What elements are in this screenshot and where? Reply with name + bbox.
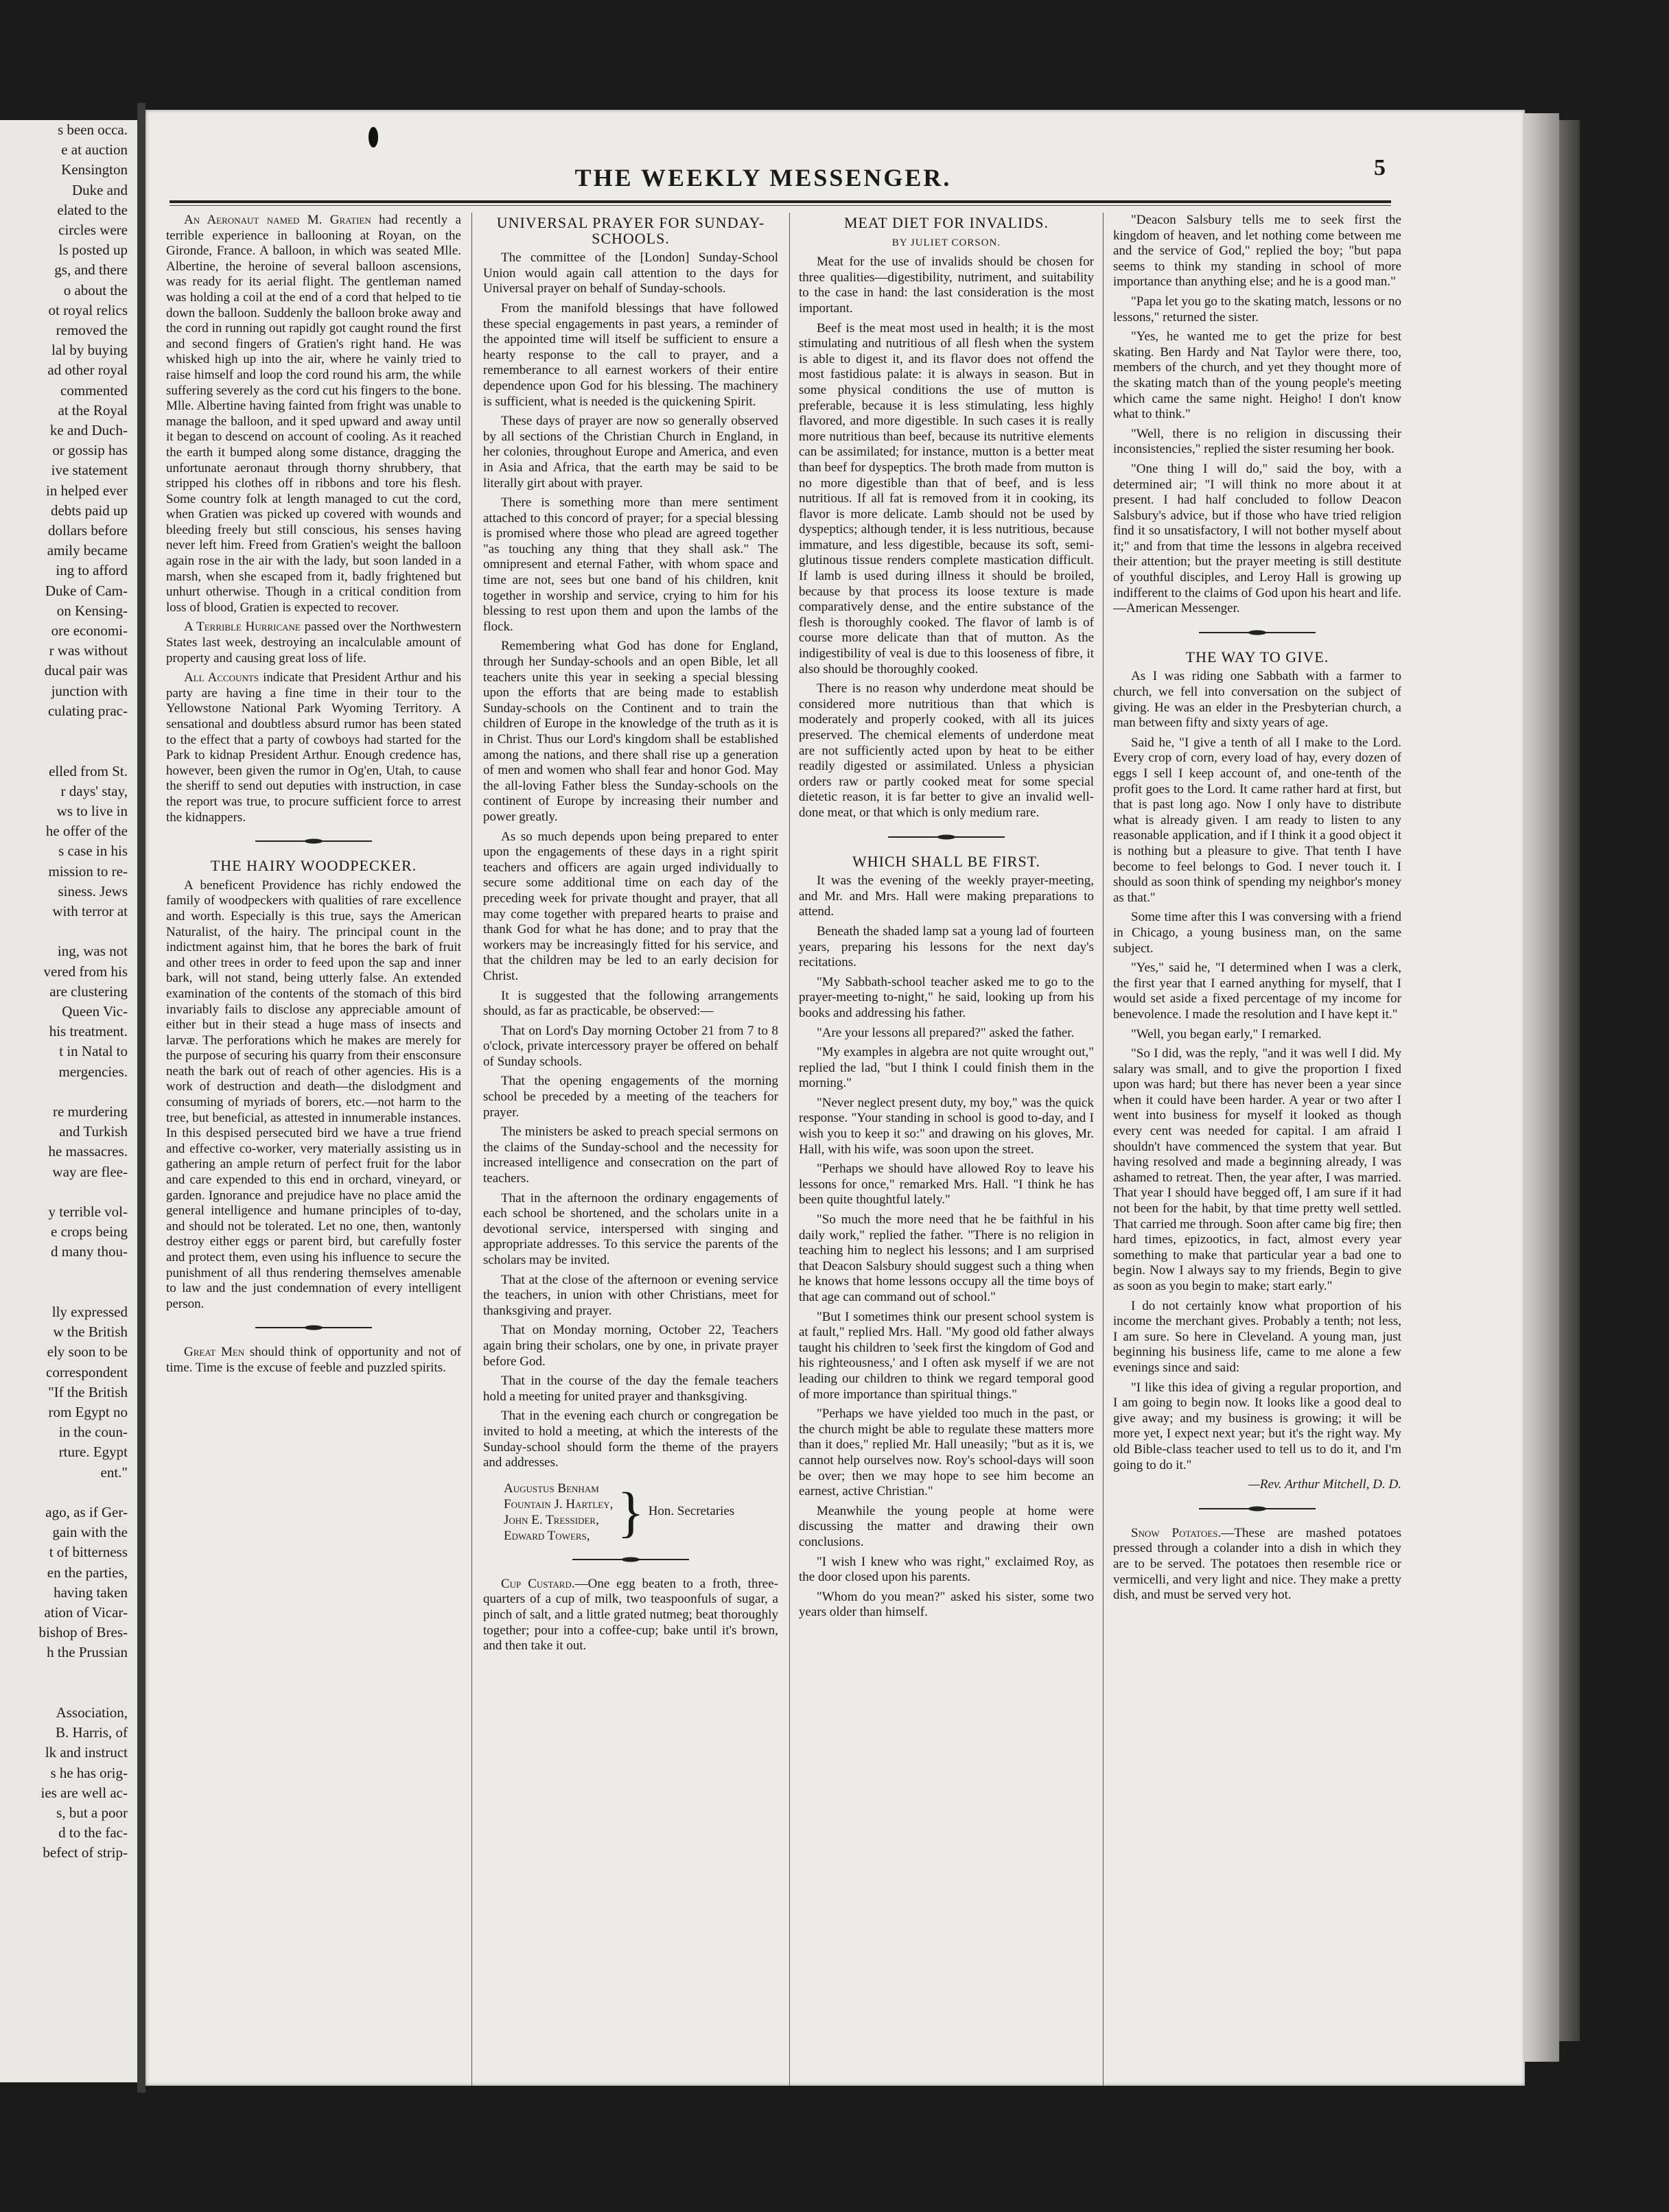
left-page-text	[0, 120, 137, 1863]
fragment-line: r days' stay,	[60, 782, 128, 799]
paragraph: That the opening engagements of the morning school be preceded by a meeting of the teachers for prayer.	[483, 1074, 778, 1120]
fragment-line: B. Harris, of	[56, 1724, 128, 1741]
paragraph: That at the close of the afternoon or evening service the teachers, in union with other Christians, meet for thanksgiving and prayer.	[483, 1272, 778, 1318]
fragment-line: s, but a poor	[56, 1804, 128, 1822]
paragraph: "Yes, he wanted me to get the prize for best skating. Ben Hardy and Nat Taylor were there, too, members of the church, and yet they thought more of the skating match than of the young people's meeting which came the same night. Heigho! I don't know what to think."	[1113, 329, 1401, 422]
binding-gutter	[137, 103, 145, 2093]
fragment-line: are clustering	[49, 983, 128, 1000]
newspaper-page	[145, 110, 1525, 2086]
column-divider	[1103, 213, 1104, 2086]
fragment-line: lal by buying	[51, 342, 128, 359]
fragment-line: s he has orig-	[50, 1764, 128, 1781]
meat-paragraphs	[799, 255, 1094, 821]
paragraph: Remembering what God has done for England, through her Sunday-schools and an open Bible, let all teachers unite this year in seeking a special blessing upon the efforts that are being made to establish Sunday-schools on the Continent and to train the children of Europe in the knowledge of the truth as it is in Christ. Thus our Lord's kingdom shall be established among the nations, and there shall rise up a generation of men and women who shall fear and honor God. May the all-loving Father bless the Sunday-schools on the continent of Europe by increasing their number and power greatly.	[483, 639, 778, 824]
fragment-line: he massacres.	[48, 1143, 128, 1160]
fragment-line: mergencies.	[58, 1063, 128, 1080]
lead-in: A Terrible Hurricane	[184, 620, 301, 635]
paragraph: Meanwhile the young people at home were discussing the matter and drawing their own conclusions.	[799, 1503, 1094, 1549]
fragment-line: rom Egypt no	[48, 1404, 128, 1420]
fragment-line: ls posted up	[58, 242, 128, 259]
column-divider	[471, 213, 472, 2086]
fragment-line: ely soon to be	[47, 1343, 128, 1361]
prayer-paragraphs	[483, 250, 778, 1471]
body-text: should think of opportunity and not of time. Time is the excuse of feeble and puzzled spirits.	[166, 1345, 461, 1375]
fragment-line: commented	[60, 381, 128, 399]
paragraph: "Perhaps we have yielded too much in the past, or the church might be able to regulate these matters more than it does," replied Mr. Hall uneasily; "but as it is, we cannot help ourselves now. Roy's school-days will soon be over; then we may hope to see him become an earnest, active Christian."	[799, 1407, 1094, 1499]
fragment-line: r was without	[49, 642, 128, 659]
fragment-line: ing, was not	[57, 943, 128, 960]
paragraph: That in the afternoon the ordinary engagements of each school be shortened, and the scholars unite in a devotional service, interspersed with singing and appropriate addresses. To this service the parents of the scholars may be invited.	[483, 1190, 778, 1267]
fragment-line: elated to the	[57, 201, 128, 218]
separator-ornament	[255, 838, 372, 845]
paragraph: Beneath the shaded lamp sat a young lad of fourteen years, preparing his lessons for the next day's recitations.	[799, 923, 1094, 970]
paragraph: "Papa let you go to the skating match, lessons or no lessons," returned the sister.	[1113, 294, 1401, 325]
fragment-line: Duke of Cam-	[45, 582, 128, 599]
fragment-line: on Kensing-	[56, 602, 128, 619]
paragraph: "Yes," said he, "I determined when I was a clerk, the first year that I earned anything for myself, that I would set aside a fixed percentage of my income for benevolence. I made the resolution and I have kept it."	[1113, 961, 1401, 1022]
fragment-line: gain with the	[52, 1524, 128, 1541]
fragment-line: way are flee-	[52, 1163, 128, 1180]
fragment-line	[0, 1282, 128, 1302]
paragraph: That in the evening each church or congregation be invited to hold a meeting, at which the interests of the Sunday-school should form the theme of the prayers and addresses.	[483, 1409, 778, 1470]
fragment-line: he offer of the	[45, 823, 128, 840]
paragraph: "But I sometimes think our present school system is at fault," replied Mrs. Hall. "My good old father always taught his children to 'seek first the kingdom of God and his righteousness,' and I often ask myself if we are not leading our children to think we regard temporal good of more importance than spiritual things."	[799, 1309, 1094, 1402]
lead-in: Great Men	[184, 1345, 245, 1360]
paragraph: "Deacon Salsbury tells me to seek first the kingdom of heaven, and let nothing come between me and the service of God," replied the boy; "but papa seems to think my standing in school of more importance than anything else; and he is a good man."	[1113, 213, 1401, 290]
secretaries-title: Hon. Secretaries	[648, 1504, 735, 1519]
fragment-line: ad other royal	[47, 362, 128, 379]
paragraph: It was the evening of the weekly prayer-meeting, and Mr. and Mrs. Hall were making preparations to attend.	[799, 873, 1094, 919]
fragment-line: e crops being	[51, 1223, 128, 1240]
fragment-line: dollars before	[47, 522, 128, 539]
lead-in: An Aeronaut named M. Gratien	[184, 213, 371, 227]
heading-universal-prayer: UNIVERSAL PRAYER FOR SUNDAY-SCHOOLS.	[496, 214, 765, 247]
fragment-line: s case in his	[58, 843, 128, 860]
paragraph: As I was riding one Sabbath with a farmer to church, we fell into conversation on the subject of giving. He was an elder in the Presbyterian church, a man between fifty and sixty years of age.	[1113, 669, 1401, 731]
fragment-line: Queen Vic-	[62, 1002, 128, 1020]
fragment-line: h the Prussian	[47, 1644, 128, 1661]
separator-ornament	[255, 1324, 372, 1331]
paragraph: There is something more than mere sentiment attached to this concord of prayer; for a special blessing is promised where those who plead are agreed together "as touching any thing that they shall ask." The omnipresent and eternal Father, with whom space and time are not, sees but one band of his children, knit together in worship and service, crying to him for his blessing to rest upon them and upon the lambs of the flock.	[483, 495, 778, 634]
paragraph: "One thing I will do," said the boy, with a determined air; "I will think no more about it at present. I had half concluded to follow Deacon Salsbury's advice, but if those who have tried religion find it so unsatisfactory, I will not bother myself about it;" and from that time the lessons in algebra received their attention; but the prayer meeting is still destitute of youthful disciples, and Leroy Hall is growing up indifferent to the claims of God upon his heart and life.—American Messenger.	[1113, 461, 1401, 616]
fragment-line	[0, 721, 128, 741]
fragment-line: ive statement	[51, 462, 128, 479]
separator-ornament	[1199, 1505, 1316, 1512]
paragraph: "My examples in algebra are not quite wrought out," replied the lad, "but I think I could finish them in the morning."	[799, 1045, 1094, 1091]
fragment-line: Association,	[56, 1704, 128, 1721]
body-text: had recently a terrible experience in ballooning at Royan, on the Gironde, France. A balloon, in which was seated Mlle. Albertine, the heroine of several balloon ascensions, was ready for its aerial flight. The gentleman named was holding a coil at the end of a cord that helped to tie down the balloon. Suddenly the balloon broke away and the cord in running out rapidly got caught round the first and second fingers of Gratien's right hand. He was whisked high up into the air, where he vainly tried to raise himself and loop the cord round his arm, the while suffering severely as the cord cut his fingers to the bone. Mlle. Albertine having fainted from fright was unable to manage the balloon, and it sped upward and away until it began to descend on account of cooling. As it reached the earth it bumped along some distance, dragging the unfortunate aeronaut through thorny shrubbery, that stripped his clothes off in ribbons and tore his flesh. Some country folk at length managed to cut the cord, when Gratien was picked up covered with wounds and bleeding freely but still conscious, his senses having never left him. Freed from Gratien's weight the balloon again rose in the air with the lady, but soon landed in a marsh, when she escaped from it, badly frightened but unhurt otherwise. Though in a critical condition from loss of blood, Gratien is expected to recover.	[166, 213, 461, 615]
paragraph: "Whom do you mean?" asked his sister, some two years older than himself.	[799, 1589, 1094, 1620]
paragraph: That on Monday morning, October 22, Teachers again bring their scholars, one by one, in private prayer before God.	[483, 1323, 778, 1369]
fragment-line: y terrible vol-	[48, 1203, 128, 1220]
column-3	[799, 213, 1094, 1625]
fragment-line	[0, 921, 128, 941]
fragment-line: gs, and there	[54, 261, 128, 279]
fragment-line: ore economi-	[51, 622, 128, 639]
paragraph: As so much depends upon being prepared to enter upon the engagements of these days in a right spirit teachers and officers are again urged individually to secure some additional time on each day of the preceding week for private thought and prayer, that all may come together with prepared hearts to praise and thank God for what he has done; and to pray that the workers may be increasingly fitted for his service, and that the children may be led to an early decision for Christ.	[483, 829, 778, 983]
fragment-line: rture. Egypt	[58, 1444, 128, 1461]
separator-ornament	[888, 834, 1005, 840]
fragment-line: s been occa.	[57, 121, 128, 138]
fragment-line: having taken	[54, 1584, 128, 1601]
fragment-line: bishop of Bres-	[38, 1624, 128, 1641]
article-arthur	[166, 670, 461, 825]
lead-in: Snow Potatoes.	[1131, 1525, 1222, 1540]
column-2	[483, 213, 778, 1658]
fragment-line: junction with	[51, 682, 128, 699]
fragment-line: ducal pair was	[44, 662, 128, 679]
fragment-line: lk and instruct	[45, 1744, 128, 1761]
ink-blot	[369, 127, 378, 148]
fragment-line: ation of Vicar-	[44, 1604, 128, 1621]
fragment-line: ent."	[100, 1463, 128, 1481]
fragment-line: ing to afford	[56, 562, 128, 579]
fragment-line: ago, as if Ger-	[45, 1504, 128, 1521]
page-number: 5	[1374, 155, 1386, 180]
body-text: —One egg beaten to a froth, three-quarters of a cup of milk, two teaspoonfuls of sugar, a pinch of salt, and a little grated nutmeg; beat thoroughly together; pour into a coffee-cup; bake until it's brown, and then take it out.	[483, 1576, 778, 1654]
masthead: THE WEEKLY MESSENGER.	[574, 164, 952, 191]
paragraph: Beef is the meat most used in health; it is the most stimulating and nutritious of all flesh when the system is able to digest it, and its flavor does not offend the most fastidious palate: it is always in season. But in some physical conditions the use of mutton is preferable, because it is less stimulating, less highly flavored, and more digestible. In such cases it is really more nutritious than beef, because its nutritive elements can be assimilated; for instance, mutton is a better meat than beef for dyspeptics. The broth made from mutton is no more digestible than that of beef, and is less nutritious. If all fat is removed from it in cooking, its flavor is more delicate. Lamb should not be used by dyspeptics; although tender, it is less nutritious, because immature, and less digestible, because its soft, semi-glutinous tissue renders complete mastication difficult. If lamb is used during illness it should be broiled, because by that process its loose texture is made comparatively dense, and the entire substance of the flesh is thoroughly cooked. The flavor of lamb is of course more delicate than that of mutton. As the indigestibility of veal is due to this looseness of fibre, it also should be thoroughly cooked.	[799, 320, 1094, 676]
fragment-line	[0, 1182, 128, 1202]
fragment-line: circles were	[58, 222, 128, 239]
heading-woodpecker: THE HAIRY WOODPECKER.	[210, 857, 417, 875]
paragraph: "Well, you began early," I remarked.	[1131, 1026, 1322, 1042]
separator-ornament	[1199, 629, 1316, 636]
fragment-line: d to the fac-	[58, 1824, 128, 1842]
fragment-line: t of bitterness	[49, 1544, 128, 1561]
paragraph: "Are your lessons all prepared?" asked the father.	[817, 1025, 1075, 1040]
fragment-line: debts paid up	[51, 502, 128, 519]
fragment-line: ies are well ac-	[40, 1784, 128, 1801]
fragment-line: lly expressed	[51, 1303, 128, 1320]
paragraph: The ministers be asked to preach special sermons on the claims of the Sunday-school and the necessity for increased intelligence and consecration on the part of teachers.	[483, 1125, 778, 1186]
give-credit: —Rev. Arthur Mitchell, D. D.	[1248, 1477, 1401, 1492]
which-continued-paragraphs	[1113, 213, 1401, 617]
fragment-line: siness. Jews	[58, 882, 128, 899]
fragment-line: o about the	[63, 281, 128, 298]
fragment-line	[0, 1262, 128, 1282]
fragment-line: ot royal relics	[48, 301, 128, 318]
heading-meat-diet: MEAT DIET FOR INVALIDS.	[843, 214, 1049, 231]
book-cover-edge	[1559, 120, 1580, 2041]
fragment-line: correspondent	[46, 1363, 128, 1380]
masthead-rule	[170, 200, 1391, 203]
paragraph: It is suggested that the following arrangements should, as far as practicable, be observed:—	[483, 988, 778, 1019]
fragment-line: amily became	[47, 542, 128, 559]
fragment-line: re murdering	[52, 1103, 128, 1120]
paragraph: "Never neglect present duty, my boy," was the quick response. "Your standing in school is good to-day, and I wish you to keep it so:" and drawing on his gloves, Mr. Hall, with his wife, was soon upon the street.	[799, 1095, 1094, 1157]
secretary-names	[504, 1481, 613, 1544]
fragment-line: in helped ever	[46, 482, 128, 499]
brace: }	[617, 1480, 644, 1543]
paragraph: Said he, "I give a tenth of all I make to the Lord. Every crop of corn, every load of hay, every dozen of eggs I sell I keep account of, and one-tenth of the profit goes to the Lord. It came rather hard at first, but that is past long ago. Now I only have to distribute what is already given. I am ready to listen to any reasonable application, and if I think it a good object it is nothing but a pleasure to give. That tenth I have become to feel belongs to God. I never touch it. I should as soon think of spending my neighbor's money as that."	[1113, 735, 1401, 905]
secretary-name: Augustus Benham	[504, 1481, 599, 1496]
paragraph: That in the course of the day the female teachers hold a meeting for united prayer and thanksgiving.	[483, 1374, 778, 1404]
fragment-line: culating prac-	[47, 702, 128, 719]
fragment-line: with terror at	[52, 902, 128, 919]
fragment-line: at the Royal	[58, 401, 128, 419]
byline: BY JULIET CORSON.	[891, 237, 1001, 248]
fragment-line: en the parties,	[47, 1564, 128, 1581]
fragment-line: vered from his	[43, 963, 128, 980]
fragment-line	[0, 1082, 128, 1102]
fragment-line	[0, 741, 128, 761]
article-snow-potatoes	[1113, 1526, 1401, 1603]
fragment-line: and Turkish	[59, 1123, 128, 1140]
fragment-line: w the British	[53, 1323, 128, 1341]
paragraph: "My Sabbath-school teacher asked me to go to the prayer-meeting to-night," he said, looking up from his books and addressing his father.	[799, 974, 1094, 1020]
body-text: passed over the Northwestern States last week, destroying an incalculable amount of property and causing great loss of life.	[166, 620, 461, 666]
page-stack-edge	[1525, 113, 1559, 2062]
fragment-line: elled from St.	[49, 762, 128, 779]
masthead-rule-thin	[170, 205, 1391, 206]
fragment-line: removed the	[56, 322, 128, 339]
paragraph: From the manifold blessings that have followed these special engagements in past years, a reminder of the appointed time will itself be sufficient to ensure a hearty response to the call to prayer, and a rememberance to all earnest workers of their entire dependence upon God for his blessing. The machinery is sufficient, what is needed is the quickening Spirit.	[483, 301, 778, 409]
body-text: indicate that President Arthur and his party are having a fine time in their tour to the Yellowstone National Park Wyoming Territory. A sensational and doubtless absurd rumor has been stated to the effect that a party of cowboys had started for the Park to kidnap President Arthur. Enough credence has, however, been given the rumor in Og'en, Utah, to cause the sheriff to send out deputies with instruction, in case the report was true, to procure sufficient force to arrest the kidnappers.	[166, 670, 461, 825]
article-great-men	[166, 1345, 461, 1376]
article-woodpecker: A beneficent Providence has richly endowed the family of woodpeckers with qualities of rare excellence and worth. Especially is this true, says the American Naturalist, of the hairy. The principal count in the indictment against him, that he bores the bark of fruit and other trees in order to feed upon the sap and inner bark, will not stand, being utterly false. An extended examination of the contents of the stomach of this bird invariably fails to disclose any appreciable amount of either but in their stead a huge mass of insects and larvæ. The perforations which he makes are merely for the purpose of securing his quarry from their ensconsure neath the bark out of reach of other agencies. His is a work of destruction and death—the dislodgment and consuming of myriads of borers, etc.—not harm to the tree, but beneficial, as attested in innumerable instances. In this despised persecuted bird we have a true friend and effective co-worker, very materially assisting us in gathering an ample return of perfect fruit for the labor and care expended to this end in orchard, vineyard, or garden. Ignorance and prejudice have no place amid the general intelligence and humane principles of to-day, and should not be tolerated. Let no one, then, wantonly destroy either eggs or parent bird, but carefully foster and protect them, even using his influence to secure the punishment of all thus rendering themselves amenable to law and the just condemnation of every intelligent person.	[166, 878, 461, 1311]
fragment-line: Kensington	[61, 161, 128, 178]
fragment-line: e at auction	[61, 141, 128, 158]
article-cup-custard	[483, 1577, 778, 1654]
paragraph: I do not certainly know what proportion of his income the merchant gives. Probably a tenth; not less, I am sure. So here in Cleveland. A young man, just beginning his business life, came to me alone a few evenings since and said:	[1113, 1298, 1401, 1375]
secretary-name: Fountain J. Hartley,	[504, 1496, 614, 1511]
paragraph: "So much the more need that he be faithful in his daily work," replied the father. "There is no religion in teaching him to neglect his lessons; and I am surprised that Deacon Salsbury should suggest such a thing when he knows that home lessons occupy all the time boys of that age can command out of school."	[799, 1212, 1094, 1304]
fragment-line: befect of strip-	[43, 1844, 128, 1861]
fragment-line: ke and Duch-	[49, 422, 128, 439]
secretaries-signature	[504, 1481, 778, 1544]
fragment-line: mission to re-	[48, 862, 128, 880]
paragraph: "So I did, was the reply, "and it was well I did. My salary was small, and to give the proportion I fixed upon was hard; but there has never been a year since when it could have been harder. A year or two after I went into business for myself it looked as though every cent was needed for capital. I am afraid I shouldn't have commenced the system that year. But having resolved and made a beginning already, I was ashamed to retreat. Then, the year after, I was married. That year I should have begged off, I am sure if it had not been for the habit, by that time pretty well settled. That carried me through. Soon after came big fire; then hard times, epizootics, in fact, almost every year something to make that particular year a bad one to begin. Now I always say to my friends, Begin to give as soon as you begin to make; start early."	[1113, 1046, 1401, 1293]
left-page-fragment	[0, 120, 137, 2082]
column-1	[166, 213, 461, 1380]
fragment-line: Duke and	[71, 181, 128, 198]
article-hurricane	[166, 620, 461, 666]
fragment-line: d many thou-	[51, 1243, 128, 1260]
paragraph: "I wish I knew who was right," exclaimed Roy, as the door closed upon his parents.	[799, 1554, 1094, 1585]
paragraph: That on Lord's Day morning October 21 from 7 to 8 o'clock, private intercessory prayer be offered on behalf of Sunday schools.	[483, 1023, 778, 1069]
paragraph: The committee of the [London] Sunday-School Union would again call attention to the days for Universal prayer on behalf of Sunday-schools.	[483, 250, 778, 296]
article-aeronaut	[166, 213, 461, 615]
fragment-line: t in Natal to	[59, 1043, 128, 1060]
paragraph: These days of prayer are now so generally observed by all sections of the Christian Church in England, in her colonies, throughout Europe and America, and even in Asia and Africa, that the earth may be said to be literally girt about with prayer.	[483, 414, 778, 491]
paragraph: Some time after this I was conversing with a friend in Chicago, a young business man, on the same subject.	[1113, 910, 1401, 956]
fragment-line: his treatment.	[49, 1023, 128, 1040]
fragment-line	[0, 1683, 128, 1703]
heading-way-to-give: THE WAY TO GIVE.	[1185, 648, 1329, 666]
fragment-line	[0, 1663, 128, 1683]
column-4	[1113, 213, 1401, 1608]
lead-in: All Accounts	[184, 670, 259, 685]
which-paragraphs	[799, 873, 1094, 1621]
fragment-line: ws to live in	[56, 802, 128, 819]
separator-ornament	[572, 1556, 689, 1563]
paragraph: "I like this idea of giving a regular proportion, and I am going to begin now. It looks like a good deal to give away; and my business is growing; it will be more yet, I expect next year; but it's the right way. My old Bible-class teacher used to tell us to do it, and I'm going to do it."	[1113, 1380, 1401, 1472]
fragment-line: in the coun-	[58, 1424, 128, 1441]
secretary-name: John E. Tressider,	[504, 1512, 599, 1527]
body-text: —These are mashed potatoes pressed through a colander into a dish in which they are to be served. The potatoes then resemble rice or vermicelli, and very light and nice. They make a pretty dish, and must be served very hot.	[1113, 1525, 1401, 1603]
lead-in: Cup Custard.	[501, 1576, 575, 1591]
secretary-name: Edward Towers,	[504, 1528, 590, 1543]
paragraph: Meat for the use of invalids should be chosen for three qualities—digestibility, nutriment, and suitability to the case in hand: the last consideration is the most important.	[799, 255, 1094, 316]
paragraph: "Perhaps we should have allowed Roy to leave his lessons for once," remarked Mrs. Hall. "I think he has been quite thoughtful lately."	[799, 1162, 1094, 1208]
paragraph: "Well, there is no religion in discussing their inconsistencies," replied the sister resuming her book.	[1113, 426, 1401, 457]
paragraph: There is no reason why underdone meat should be considered more nutritious than that which is moderately and properly cooked, with all its juices preserved. The chemical elements of underdone meat are not sufficiently acted upon by heat to be either readily digested or assimilated. Unless a physician orders raw or partly cooked meat for some special dietetic reason, it is far better to give an invalid well-done meat, or that which is only medium rare.	[799, 681, 1094, 820]
fragment-line: "If the British	[48, 1383, 128, 1400]
column-divider	[789, 213, 790, 2086]
fragment-line	[0, 1483, 128, 1503]
fragment-line: or gossip has	[52, 442, 128, 459]
heading-which-first: WHICH SHALL BE FIRST.	[852, 852, 1040, 870]
give-paragraphs	[1113, 669, 1401, 1473]
